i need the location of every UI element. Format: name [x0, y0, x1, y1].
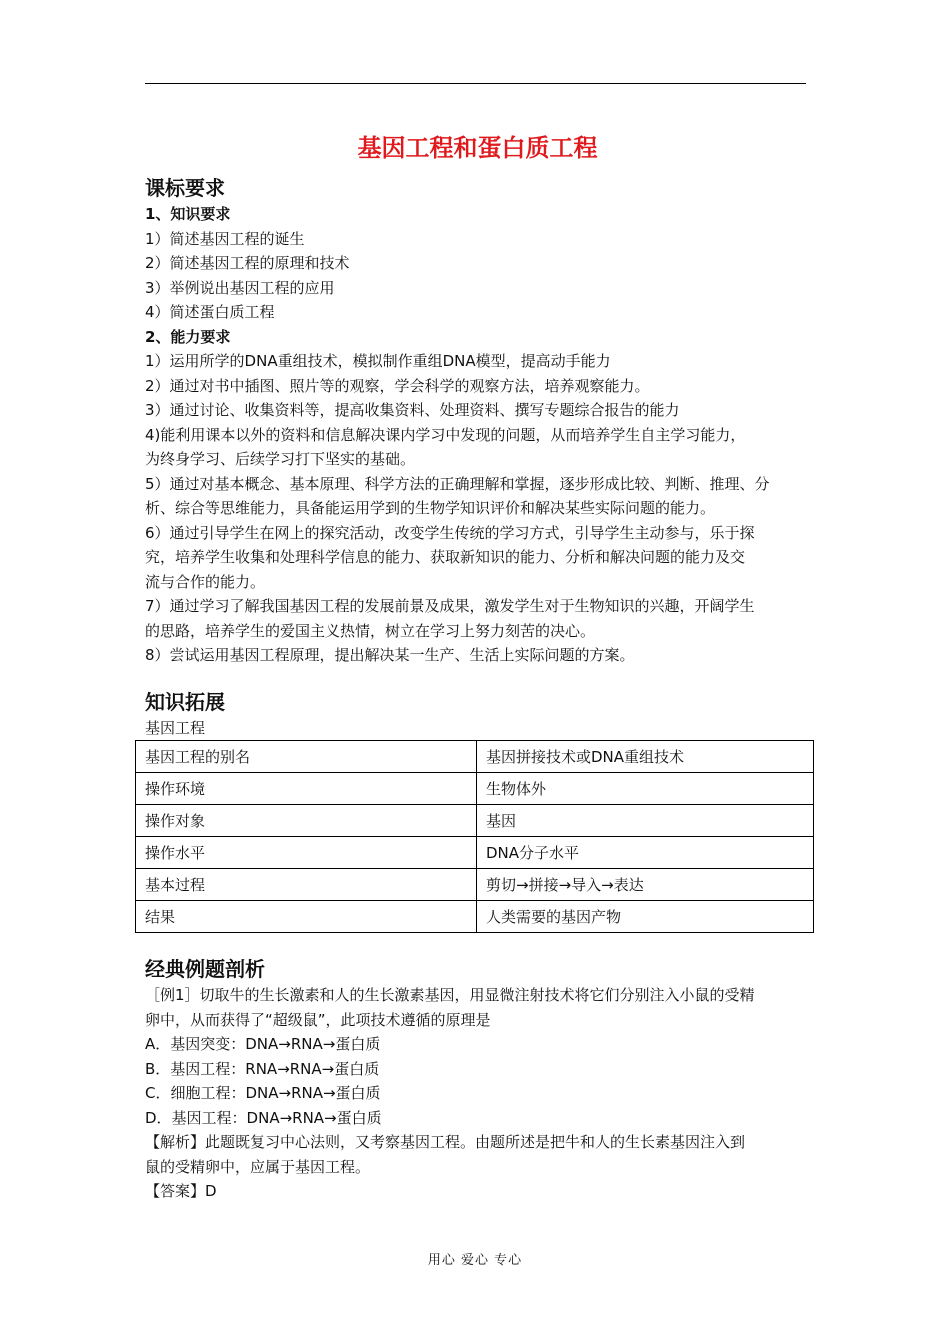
table-row [136, 901, 814, 933]
section-heading-requirements: 课标要求 [145, 176, 225, 200]
list-item: 3）举例说出基因工程的应用 [145, 278, 335, 297]
option-b: B．基因工程：RNA→RNA→蛋白质 [145, 1059, 380, 1078]
text-line: 究，培养学生收集和处理科学信息的能力、获取新知识的能力、分析和解决问题的能力及交 [145, 548, 746, 566]
table-cell: 人类需要的基因产物 [477, 901, 814, 933]
subheading-ability: 2、能力要求 [145, 327, 231, 346]
question-line: ［例1］切取牛的生长激素和人的生长激素基因，用显微注射技术将它们分别注入小鼠的受精 [145, 986, 755, 1004]
text-line: 8）尝试运用基因工程原理，提出解决某一生产、生活上实际问题的方案。 [145, 646, 635, 664]
analysis-line: 鼠的受精卵中，应属于基因工程。 [145, 1157, 371, 1176]
text-line: 为终身学习、后续学习打下坚实的基础。 [145, 450, 416, 468]
table-cell: 结果 [136, 901, 477, 933]
table-caption: 基因工程 [145, 718, 206, 737]
table-cell: DNA分子水平 [477, 837, 814, 869]
table-row [136, 805, 814, 837]
list-item: 4）简述蛋白质工程 [145, 303, 275, 321]
table-cell: 基因工程的别名 [136, 741, 477, 773]
text-line: 3）通过讨论、收集资料等，提高收集资料、处理资料、撰写专题综合报告的能力 [145, 401, 680, 419]
option-d: D．基因工程：DNA→RNA→蛋白质 [145, 1108, 382, 1127]
section-heading-extension: 知识拓展 [145, 689, 225, 714]
text-line: 4)能利用课本以外的资料和信息解决课内学习中发现的问题，从而培养学生自主学习能力， [145, 425, 746, 444]
table-cell: 操作水平 [136, 837, 477, 869]
table-cell: 生物体外 [477, 773, 814, 805]
table-row [136, 773, 814, 805]
text-line: 7）通过学习了解我国基因工程的发展前景及成果，激发学生对于生物知识的兴趣，开阔学生 [145, 597, 755, 615]
list-item: 2）简述基因工程的原理和技术 [145, 254, 350, 272]
answer-line: 【答案】D [145, 1182, 217, 1200]
text-line: 流与合作的能力。 [145, 572, 266, 591]
table-cell: 基本过程 [136, 869, 477, 901]
page-title: 基因工程和蛋白质工程 [357, 134, 598, 162]
subheading-knowledge: 1、知识要求 [145, 205, 231, 223]
page-footer: 用心 爱心 专心 [427, 1253, 523, 1268]
text-line: 析、综合等思维能力，具备能运用学到的生物学知识评价和解决某些实际问题的能力。 [145, 499, 716, 517]
text-line: 6）通过引导学生在网上的探究活动，改变学生传统的学习方式，引导学生主动参与，乐于探 [145, 523, 755, 542]
document-body [145, 128, 810, 1204]
table-row [136, 869, 814, 901]
table-row [136, 741, 814, 773]
table-cell: 基因 [477, 805, 814, 837]
option-c: C．细胞工程：DNA→RNA→蛋白质 [145, 1084, 381, 1102]
text-line: 1）运用所学的DNA重组技术，模拟制作重组DNA模型，提高动手能力 [145, 352, 611, 370]
question-line: 卵中，从而获得了“超级鼠”，此项技术遵循的原理是 [145, 1010, 491, 1029]
text-line: 2）通过对书中插图、照片等的观察，学会科学的观察方法，培养观察能力。 [145, 376, 650, 395]
analysis-line: 【解析】此题既复习中心法则，又考察基因工程。由题所述是把牛和人的生长素基因注入到 [145, 1133, 746, 1151]
text-line: 5）通过对基本概念、基本原理、科学方法的正确理解和掌握，逐步形成比较、判断、推理、分 [145, 474, 770, 493]
table-cell: 操作对象 [136, 805, 477, 837]
knowledge-table [135, 740, 814, 933]
table-row [136, 837, 814, 869]
section-heading-examples: 经典例题剖析 [145, 957, 265, 981]
table-cell: 操作环境 [136, 773, 477, 805]
text-line: 的思路，培养学生的爱国主义热情，树立在学习上努力刻苦的决心。 [145, 621, 596, 640]
option-a: A．基因突变：DNA→RNA→蛋白质 [145, 1035, 381, 1053]
table-cell: 剪切→拼接→导入→表达 [477, 869, 814, 901]
header-rule [145, 83, 806, 84]
list-item: 1）简述基因工程的诞生 [145, 229, 305, 248]
table-cell: 基因拼接技术或DNA重组技术 [477, 741, 814, 773]
